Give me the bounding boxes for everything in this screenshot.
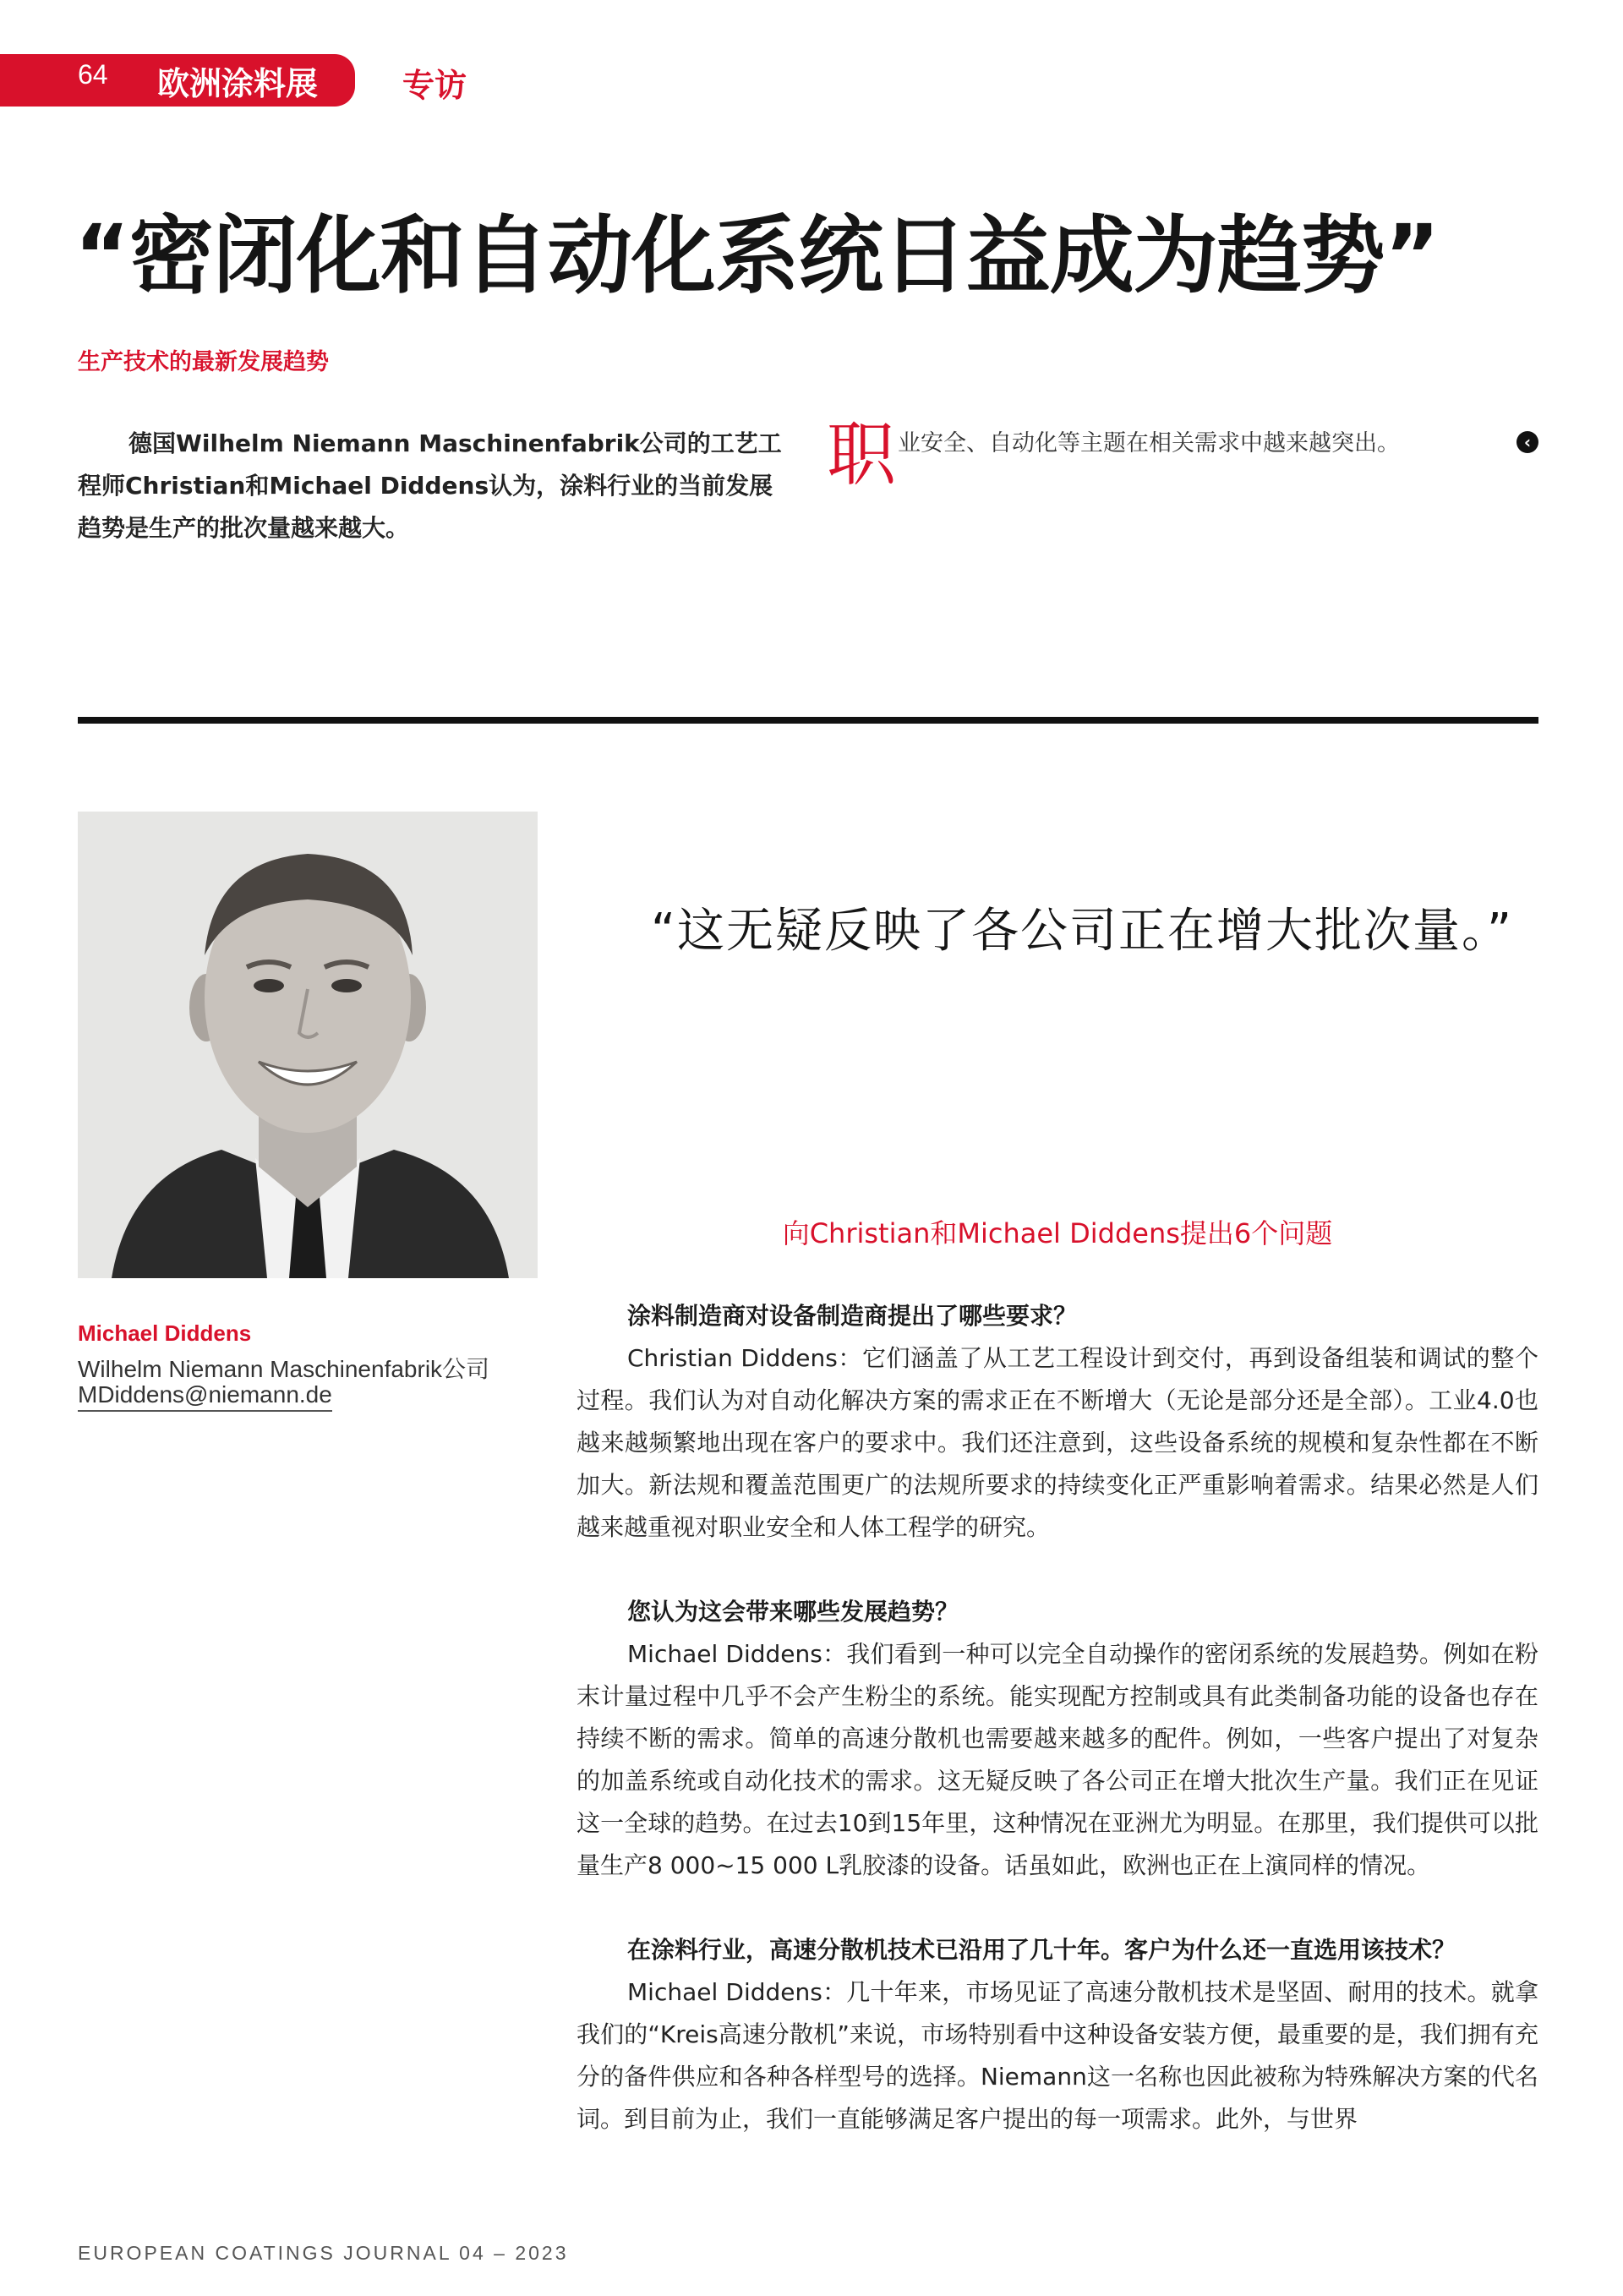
page-number: 64 <box>78 59 108 90</box>
right-intro-text: 业安全、自动化等主题在相关需求中越来越突出。 <box>898 430 1400 456</box>
qa-question: 您认为这会带来哪些发展趋势？ <box>627 1598 959 1626</box>
category-label: 专访 <box>402 67 467 104</box>
headline: “密闭化和自动化系统日益成为趋势” <box>74 206 1440 305</box>
drop-cap: 职 <box>827 415 897 495</box>
qa-item <box>577 1929 1538 2140</box>
caption-name: Michael Diddens <box>78 1320 252 1346</box>
intro-paragraph: 德国Wilhelm Niemann Maschinenfabrik公司的工艺工程师Christian和Michael Diddens认为，涂料行业的当前发展趋势是生产的批次量越来越大。 <box>78 429 782 542</box>
qa-item <box>577 1295 1538 1549</box>
caption-company: Wilhelm Niemann Maschinenfabrik公司 <box>78 1356 490 1382</box>
qa-answer: Michael Diddens：我们看到一种可以完全自动操作的密闭系统的发展趋势。例如在粉末计量过程中几乎不会产生粉尘的系统。能实现配方控制或具有此类制备功能的设备也存在持续不断的需求。简单的高速分散机也需要越来越多的配件。例如，一些客户提出了对复杂的加盖系统或自动化技术的需求。这无疑反映了各公司正在增大批次生产量。我们正在见证这一全球的趋势。在过去10到15年里，这种情况在亚洲尤为明显。在那里，我们提供可以批量生产8 000~15 000 L乳胶漆的设备。话虽如此，欧洲也正在上演同样的情况。 <box>577 1640 1538 1879</box>
qa-answer: Michael Diddens：几十年来，市场见证了高速分散机技术是坚固、耐用的技术。就拿我们的“Kreis高速分散机”来说，市场特别看中这种设备安装方便，最重要的是，我们拥有充分的备件供应和各种各样型号的选择。Niemann这一名称也因此被称为特殊解决方案的代名词。到目前为止，我们一直能够满足客户提出的每一项需求。此外，与世界 <box>577 1978 1538 2133</box>
chevron-left-icon[interactable]: ‹ <box>1516 431 1538 453</box>
section-label: 欧洲涂料展 <box>157 65 319 102</box>
section-divider <box>78 717 1538 724</box>
questions-title: 向Christian和Michael Diddens提出6个问题 <box>782 1217 1333 1249</box>
qa-question: 在涂料行业，高速分散机技术已沿用了几十年。客户为什么还一直选用该技术？ <box>627 1936 1456 1964</box>
qa-column <box>577 1295 1538 2183</box>
qa-question: 涂料制造商对设备制造商提出了哪些要求？ <box>627 1302 1078 1330</box>
qa-item <box>577 1591 1538 1887</box>
qa-answer: Christian Diddens：它们涵盖了从工艺工程设计到交付，再到设备组装和调试的整个过程。我们认为对自动化解决方案的需求正在不断增大（无论是部分还是全部）。工业4.0也越来越频繁地出现在客户的要求中。我们还注意到，这些设备系统的规模和复杂性都在不断加大。新法规和覆盖范围更广的法规所要求的持续变化正严重影响着需求。结果必然是人们越来越重视对职业安全和人体工程学的研究。 <box>577 1344 1538 1541</box>
subheadline: 生产技术的最新发展趋势 <box>78 349 329 375</box>
portrait-photo <box>78 812 538 1278</box>
pull-quote: “这无疑反映了各公司正在增大批次量。” <box>650 904 1514 959</box>
caption-email-link[interactable]: MDiddens@niemann.de <box>78 1381 332 1412</box>
footer-journal: EUROPEAN COATINGS JOURNAL 04 – 2023 <box>78 2242 569 2264</box>
